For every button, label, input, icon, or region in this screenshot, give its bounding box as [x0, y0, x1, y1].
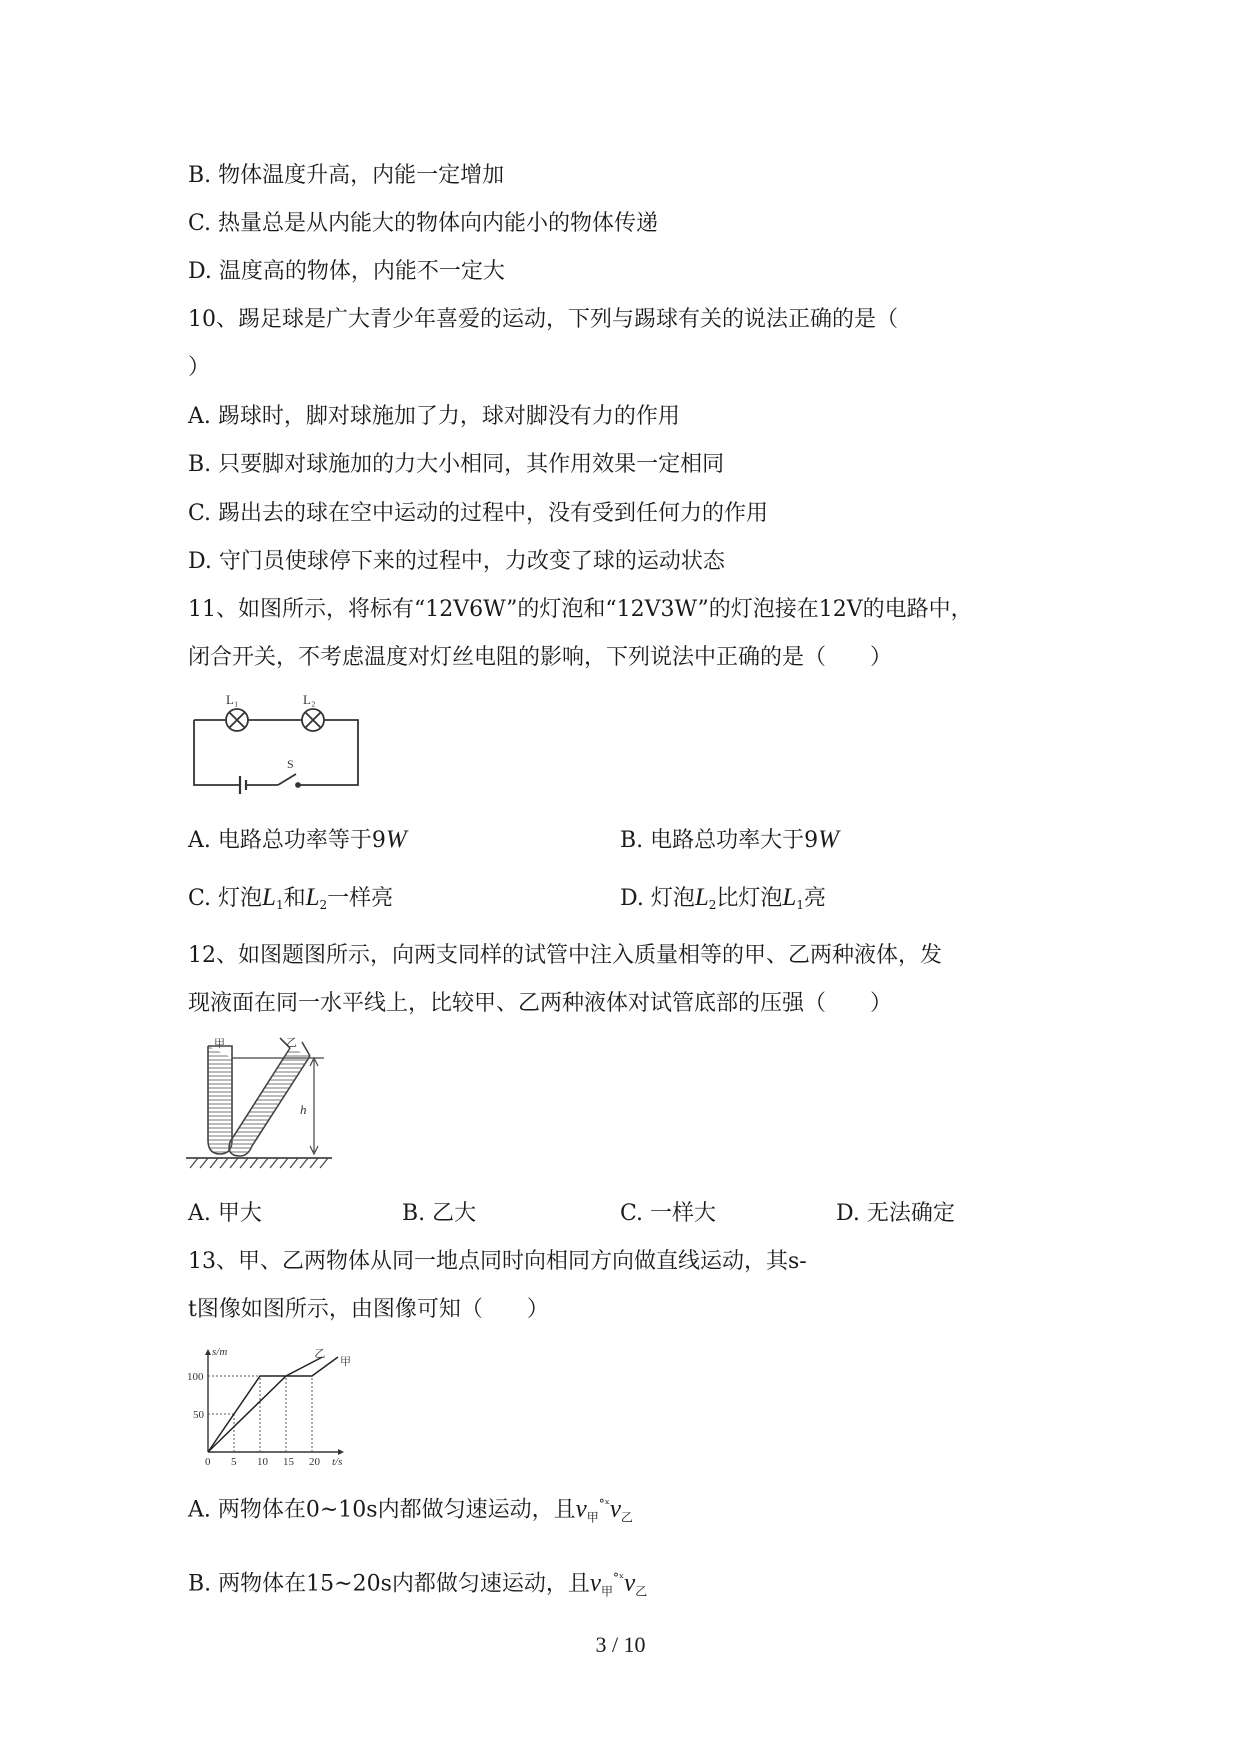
- x-tick-label: 10: [257, 1456, 268, 1468]
- series-line-1: [208, 1357, 322, 1452]
- subscript: 2: [708, 898, 717, 912]
- q11-stem-line1: 11、如图所示，将标有“12V6W”的灯泡和“12V3W”的灯泡接在12V的电路中，: [188, 597, 973, 622]
- q11-stem-line2: 闭合开关，不考虑温度对灯丝电阻的影响，下列说法中正确的是（ ）: [188, 645, 893, 670]
- symbol-v: v: [589, 1569, 601, 1597]
- series-line-0: [208, 1357, 338, 1452]
- series-label: 甲: [340, 1355, 351, 1368]
- subscript: 1: [275, 898, 284, 912]
- switch-icon: [278, 774, 296, 785]
- q9-option-d: D. 温度高的物体，内能不一定大: [188, 259, 505, 284]
- q11-option-c-text: 和: [283, 886, 306, 911]
- subscript-yi: 乙: [620, 1510, 633, 1525]
- q10-stem-line2: ）: [188, 355, 211, 380]
- symbol-l: L: [262, 884, 276, 911]
- y-tick-label: 100: [187, 1371, 204, 1383]
- q11-option-a-unit: W: [385, 826, 407, 853]
- q9-option-c: C. 热量总是从内能大的物体向内能小的物体传递: [188, 211, 659, 236]
- tube-yi: [229, 1048, 310, 1156]
- subscript-yi: 乙: [635, 1584, 648, 1599]
- symbol-l: L: [782, 884, 797, 911]
- q12-option-b: B. 乙大: [402, 1201, 477, 1226]
- label-l2: L₂: [303, 692, 316, 707]
- series-label: 乙: [314, 1347, 326, 1360]
- q11-option-b: [620, 826, 839, 855]
- symbol-l: L: [305, 884, 320, 911]
- x-axis-arrow: [338, 1449, 344, 1455]
- subscript: 1: [796, 898, 804, 912]
- q10-option-d: D. 守门员使球停下来的过程中，力改变了球的运动状态: [188, 549, 725, 574]
- relation-glyph: °ˣ: [613, 1571, 625, 1585]
- q10-option-b: B. 只要脚对球施加的力大小相同，其作用效果一定相同: [188, 452, 725, 477]
- q11-option-d-text: D. 灯泡: [620, 886, 695, 911]
- x-tick-label: 5: [231, 1456, 237, 1468]
- q13-stem-line1: 13、甲、乙两物体从同一地点同时向相同方向做直线运动，其s-: [188, 1249, 807, 1274]
- q11-option-d: [620, 884, 826, 919]
- y-tick-label: 50: [193, 1409, 204, 1421]
- symbol-l: L: [694, 884, 709, 911]
- q12-stem-line1: 12、如图题图所示，向两支同样的试管中注入质量相等的甲、乙两种液体，发: [188, 943, 942, 968]
- q13-option-a-text: A. 两物体在0~10s内都做匀速运动，且: [188, 1497, 576, 1523]
- x-tick-label: 0: [205, 1456, 211, 1468]
- q12-option-a: A. 甲大: [188, 1201, 262, 1226]
- q13-stem-line2: t图像如图所示，由图像可知（ ）: [188, 1297, 549, 1322]
- q10-option-c: C. 踢出去的球在空中运动的过程中，没有受到任何力的作用: [188, 501, 769, 526]
- q11-option-d-text: 比灯泡: [716, 886, 783, 911]
- q11-option-c-text: 一样亮: [327, 886, 394, 911]
- circuit-diagram: [190, 688, 366, 796]
- page-number: 3 / 10: [595, 1632, 646, 1657]
- subscript-jia: 甲: [586, 1510, 599, 1525]
- subscript: 2: [319, 898, 328, 912]
- x-axis-label: t/s: [332, 1456, 343, 1468]
- q9-option-b: B. 物体温度升高，内能一定增加: [188, 163, 505, 188]
- label-h: h: [300, 1102, 307, 1117]
- q10-option-a: A. 踢球时，脚对球施加了力，球对脚没有力的作用: [188, 404, 680, 429]
- q11-option-a: [188, 826, 407, 855]
- q12-option-d: D. 无法确定: [836, 1201, 955, 1226]
- label-l1: L₁: [226, 692, 239, 707]
- subscript-jia: 甲: [600, 1584, 613, 1599]
- label-yi: 乙: [286, 1036, 297, 1049]
- tube-jia: [208, 1046, 232, 1154]
- q12-stem-line2: 现液面在同一水平线上，比较甲、乙两种液体对试管底部的压强（ ）: [188, 991, 893, 1016]
- q11-option-b-text: B. 电路总功率大于9: [620, 828, 819, 853]
- symbol-v: v: [575, 1495, 587, 1523]
- y-axis-arrow: [205, 1349, 211, 1355]
- q13-option-a: [188, 1490, 633, 1532]
- x-tick-label: 15: [283, 1456, 294, 1468]
- q11-option-b-unit: W: [818, 826, 839, 853]
- relation-glyph: °ˣ: [598, 1497, 610, 1511]
- q11-option-a-text: A. 电路总功率等于9: [188, 828, 386, 853]
- q11-option-d-text: 亮: [803, 886, 826, 911]
- label-s: S: [287, 757, 294, 771]
- q10-stem-line1: 10、踢足球是广大青少年喜爱的运动，下列与踢球有关的说法正确的是（: [188, 307, 898, 332]
- y-axis-label: s/m: [212, 1346, 228, 1358]
- q12-option-c: C. 一样大: [620, 1201, 717, 1226]
- test-tubes-diagram: [186, 1034, 334, 1178]
- q11-option-c: [188, 884, 393, 919]
- label-jia: 甲: [214, 1037, 225, 1050]
- battery-icon: [240, 776, 246, 794]
- q13-option-b-text: B. 两物体在15~20s内都做匀速运动，且: [188, 1571, 590, 1597]
- q11-option-c-text: C. 灯泡: [188, 886, 263, 911]
- symbol-v: v: [609, 1495, 621, 1523]
- symbol-v: v: [624, 1569, 636, 1597]
- q13-option-b: [188, 1564, 647, 1606]
- s-t-chart: [184, 1334, 360, 1474]
- x-tick-label: 20: [309, 1456, 320, 1468]
